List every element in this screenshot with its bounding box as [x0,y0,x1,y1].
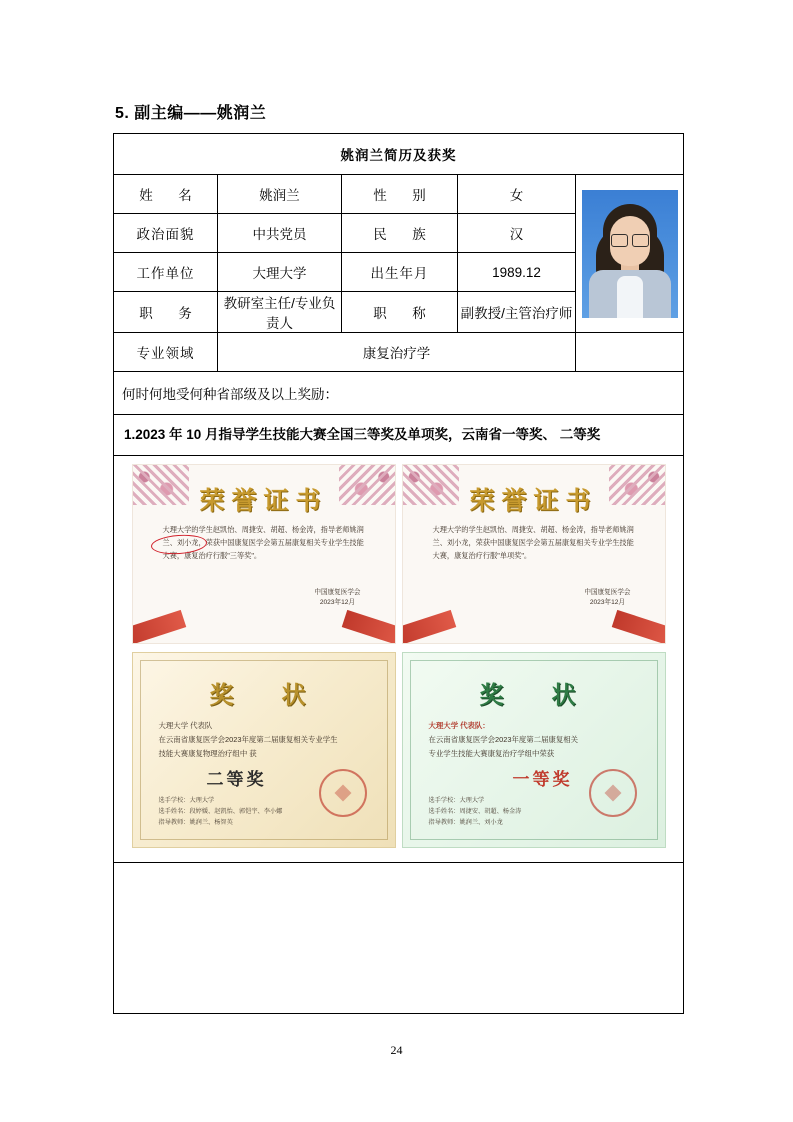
certificate-body: 大理大学的学生赵凯怡、周捷安、胡超、杨金涛，指导老师姚润兰、刘小龙，荣获中国康复医学会第五届康复相关专业学生技能大赛，康复治疗行服"三等奖"。 [162,524,364,561]
certificate-honor-right [402,464,666,644]
table-title: 姚润兰简历及获奖 [114,134,684,175]
certificate-members: 选手姓名：段婷媛、赵凯怡、郭恺宇、李小娜 [158,808,283,816]
certificate-title: 荣誉证书 [199,487,328,515]
certificate-line-2: 在云南省康复医学会2023年度第二届康复相关专业学生 [158,734,338,744]
certificate-members: 选手姓名：周捷安、胡超、杨金涛 [428,808,522,816]
certificate-footer [159,795,283,828]
ribbon-icon [132,609,186,643]
label-political-status: 政治面貌 [114,214,218,253]
label-gender: 性 别 [342,175,458,214]
ribbon-icon [402,609,456,643]
certificate-body [429,719,643,761]
label-work-unit: 工作单位 [114,253,218,292]
award-description: 1.2023 年 10 月指导学生技能大赛全国三等奖及单项奖，云南省一等奖、 二等奖 [114,415,684,456]
certificate-grid [124,464,673,848]
table-row [114,134,684,175]
certificate-issuer: 中国康复医学会 [314,588,361,596]
certificate-line-3: 技能大赛康复物理治疗组中 获 [158,748,257,758]
value-gender: 女 [458,175,576,214]
page-content [113,100,683,1014]
certificate-school: 选手学校：大理大学 [428,797,485,805]
ribbon-icon [341,609,395,643]
certificate-advisors: 指导教师：姚润兰、杨智英 [158,819,233,827]
certificate-title: 奖 状 [209,681,318,709]
table-row [114,455,684,862]
certificate-line-3: 专业学生技能大赛康复治疗学组中荣获 [428,748,555,758]
value-work-unit: 大理大学 [218,253,342,292]
table-row [114,415,684,456]
table-row [114,862,684,1013]
official-seal-icon [319,769,367,817]
certificate-body [159,719,373,761]
ribbon-icon [611,609,665,643]
certificate-prize-second [132,652,396,848]
value-political-status: 中共党员 [218,214,342,253]
value-name: 姚润兰 [218,175,342,214]
certificate-date: 2023年12月 [589,599,626,607]
value-birth-date: 1989.12 [458,253,576,292]
certificate-signature [314,588,360,609]
specialty-empty-cell [576,333,684,372]
official-seal-icon [589,769,637,817]
page-number: 24 [390,1043,403,1057]
certificate-row-top [124,464,673,644]
certificate-footer [429,795,522,828]
profile-table [113,133,684,1014]
value-specialty: 康复治疗学 [218,333,576,372]
value-title: 副教授/主管治疗师 [458,292,576,333]
shirt-shape [617,276,643,318]
label-name: 姓 名 [114,175,218,214]
certificate-issuer: 中国康复医学会 [584,588,631,596]
table-row [114,372,684,415]
certificate-line-1: 大理大学 代表队 [158,720,213,730]
certificate-signature [584,588,630,609]
label-specialty: 专业领域 [114,333,218,372]
table-row [114,333,684,372]
certificate-images-cell [114,455,684,862]
certificate-grade: 一等奖 [512,769,573,789]
label-title: 职 称 [342,292,458,333]
page-title: 5. 副主编——姚润兰 [115,105,267,122]
certificate-prize-first [402,652,666,848]
award-section-header: 何时何地受何种省部级及以上奖励： [114,372,684,415]
value-ethnicity: 汉 [458,214,576,253]
avatar [576,175,684,333]
certificate-advisors: 指导教师：姚润兰、刘小龙 [428,819,503,827]
certificate-title: 奖 状 [479,681,588,709]
certificate-grade: 二等奖 [206,769,267,789]
certificate-row-bottom [124,652,673,848]
empty-space-cell [114,862,684,1013]
table-row [114,175,684,214]
certificate-honor-left [132,464,396,644]
certificate-school: 选手学校：大理大学 [158,797,215,805]
label-ethnicity: 民 族 [342,214,458,253]
value-position: 教研室主任/专业负责人 [218,292,342,333]
certificate-line-1: 大理大学 代表队： [428,720,490,730]
certificate-title: 荣誉证书 [469,487,598,515]
label-birth-date: 出生年月 [342,253,458,292]
label-position: 职 务 [114,292,218,333]
portrait-photo [582,190,678,318]
certificate-body: 大理大学的学生赵凯怡、周捷安、胡超、杨金涛，指导老师姚润兰、刘小龙，荣获中国康复医学会第五届康复相关专业学生技能大赛，康复治疗行服"单项奖"。 [432,524,634,561]
glasses-icon [611,234,649,245]
certificate-line-2: 在云南省康复医学会2023年度第二届康复相关 [428,734,578,744]
certificate-date: 2023年12月 [319,599,356,607]
